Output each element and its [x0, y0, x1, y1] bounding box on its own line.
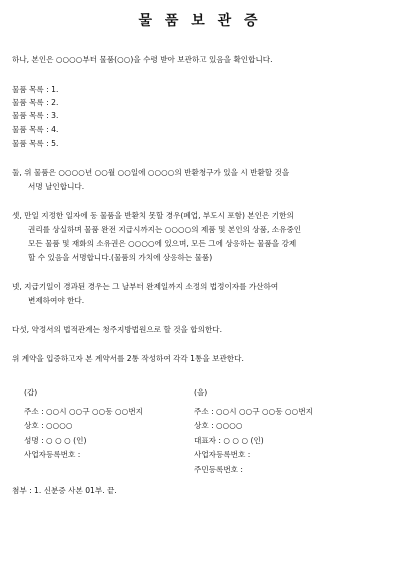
item-line-3: 물품 목록 : 3. — [12, 111, 59, 120]
clause-5-text: 다섯, 약정서의 법적관계는 청주지방법원으로 할 것을 합의한다. — [12, 325, 223, 334]
clause-2-line-2: 서명 날인합니다. — [28, 182, 85, 191]
party-b-heading: (을) — [194, 388, 208, 397]
party-b-address: 주소 : ○○시 ○○구 ○○동 ○○번지 — [194, 407, 313, 416]
closing-text: 위 계약을 입증하고자 본 계약서를 2통 작성하여 각각 1통을 보관한다. — [12, 354, 244, 363]
document-title: 물 품 보 관 증 — [138, 13, 262, 29]
party-b-company: 상호 : ○○○○ — [194, 421, 243, 430]
intro-text: 하나, 본인은 ○○○○부터 물품(○○)을 수령 받아 보관하고 있음을 확인합니다. — [12, 55, 273, 64]
clause-3-line-4: 할 수 있음을 서명합니다.(물품의 가치에 상응하는 물품) — [28, 253, 213, 262]
party-b-resno: 주민등록번호 : — [194, 465, 243, 474]
party-b-rep: 대표자 : ○ ○ ○ (인) — [194, 436, 264, 445]
party-a-bizno: 사업자등록번호 : — [24, 450, 81, 459]
clause-3-line-2: 권리를 상실하며 물품 완전 지급시까지는 ○○○○의 제품 및 본인의 상품, 소유중인 — [28, 225, 302, 234]
attachment-text: 첨부 : 1. 신분증 사본 01부. 끝. — [12, 486, 117, 495]
party-b-bizno: 사업자등록번호 : — [194, 450, 251, 459]
item-line-1: 물품 목록 : 1. — [12, 85, 59, 94]
clause-3-line-1: 셋, 만일 지정한 일자에 동 물품을 반환치 못할 경우(폐업, 부도시 포함) 본인은 기한의 — [12, 211, 294, 220]
item-line-2: 물품 목록 : 2. — [12, 98, 59, 107]
party-a-heading: (갑) — [24, 388, 38, 397]
party-a-address: 주소 : ○○시 ○○구 ○○동 ○○번지 — [24, 407, 143, 416]
clause-2-line-1: 둘, 위 물품은 ○○○○년 ○○월 ○○일에 ○○○○의 반환청구가 있을 시 반환할 것을 — [12, 168, 290, 177]
item-line-5: 물품 목록 : 5. — [12, 139, 59, 148]
party-a-company: 상호 : ○○○○ — [24, 421, 73, 430]
party-a-name: 성명 : ○ ○ ○ (인) — [24, 436, 87, 445]
clause-3-line-3: 모든 물품 및 재화의 소유권은 ○○○○에 있으며, 모든 그에 상응하는 물품을 강제 — [28, 239, 297, 248]
clause-4-line-2: 변제하여야 한다. — [28, 296, 85, 305]
clause-4-line-1: 넷, 지급기일이 경과된 경우는 그 날부터 완제일까지 소정의 법정이자를 가산하여 — [12, 282, 279, 291]
item-line-4: 물품 목록 : 4. — [12, 125, 59, 134]
